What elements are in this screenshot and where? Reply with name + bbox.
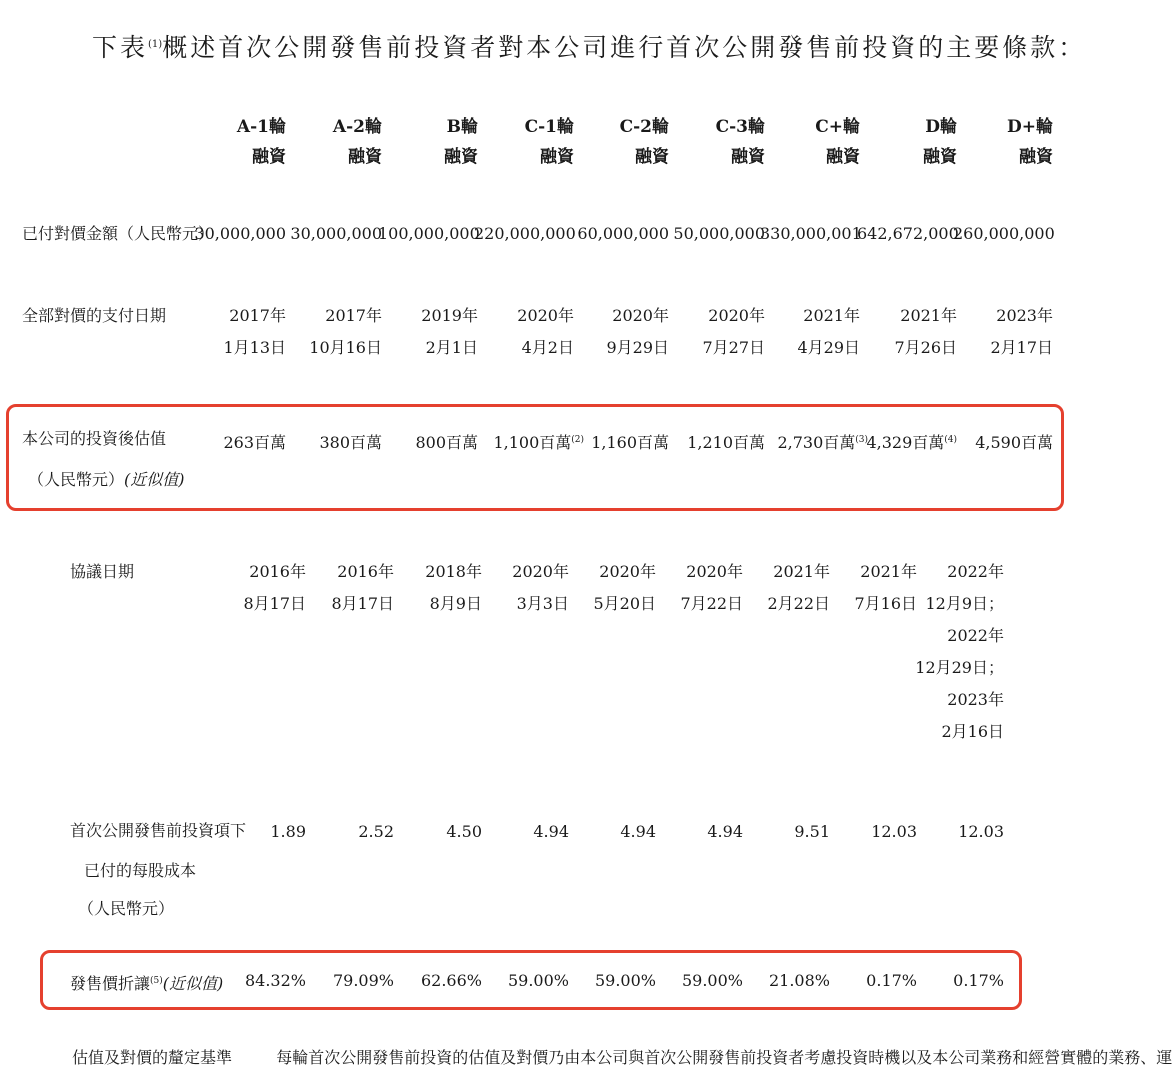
- discount-value: 0.17%: [866, 971, 917, 990]
- valuation-amount: 800百萬: [415, 433, 478, 452]
- col-header-line2: 融資: [635, 147, 669, 167]
- payment-day: 4月2日: [521, 338, 574, 357]
- agreement-day: 2月22日: [767, 594, 830, 613]
- payment-day: 9月29日: [606, 338, 669, 357]
- payment-day: 7月26日: [894, 338, 957, 357]
- valuation-value: [378, 430, 478, 453]
- row-label-agreement-date: 協議日期: [70, 562, 135, 581]
- row-label-cost-line3: （人民幣元）: [78, 899, 175, 918]
- row-label-payment-date: 全部對價的支付日期: [22, 306, 167, 325]
- col-header-dplus: [963, 112, 1053, 172]
- agreement-date-cell: [570, 556, 656, 620]
- agreement-year: 2016年: [337, 562, 394, 581]
- row-label-valuation-line2: [28, 461, 185, 499]
- valuation-amount: 2,730百萬: [777, 433, 856, 452]
- col-header-line1: C+輪: [815, 117, 860, 137]
- cost-value: 12.03: [871, 822, 917, 841]
- col-header-line2: 融資: [252, 147, 286, 167]
- valuation-value: [665, 430, 765, 453]
- agreement-day: 7月16日: [854, 594, 917, 613]
- col-header-line1: B輪: [446, 117, 478, 137]
- agreement-line: 2022年: [947, 562, 1004, 581]
- agreement-line: 12月9日；: [925, 594, 1004, 613]
- amount-value: 100,000,000: [378, 224, 480, 243]
- payment-year: 2019年: [421, 306, 478, 325]
- agreement-year: 2021年: [773, 562, 830, 581]
- amount-value: 60,000,000: [577, 224, 669, 243]
- discount-value: 0.17%: [953, 971, 1004, 990]
- col-header-a2: [292, 112, 382, 172]
- col-header-line1: C-1輪: [524, 117, 574, 137]
- amount-value: 642,672,000: [857, 224, 959, 243]
- agreement-day: 8月9日: [429, 594, 482, 613]
- intro-rest: 概述首次公開發售前投資者對本公司進行首次公開發售前投資的主要條款：: [162, 33, 1087, 62]
- col-header-cplus: [770, 112, 860, 172]
- payment-date-cell: [388, 300, 478, 364]
- row-label-amount: 已付對價金額（人民幣元）: [22, 224, 215, 243]
- agreement-line: 2022年: [947, 626, 1004, 645]
- col-header-line2: 融資: [444, 147, 478, 167]
- agreement-date-cell: [831, 556, 917, 620]
- col-header-line2: 融資: [540, 147, 574, 167]
- valuation-amount: 1,210百萬: [687, 433, 765, 452]
- payment-year: 2017年: [229, 306, 286, 325]
- valuation-note: (2): [571, 435, 584, 445]
- col-header-line1: A-2輪: [332, 117, 382, 137]
- col-header-c2: [579, 112, 669, 172]
- valuation-value: [857, 430, 957, 453]
- agreement-date-cell: [220, 556, 306, 620]
- valuation-amount: 380百萬: [319, 433, 382, 452]
- valuation-amount: 4,590百萬: [975, 433, 1053, 452]
- col-header-line1: C-3輪: [715, 117, 765, 137]
- valuation-unit: （人民幣元）: [28, 470, 125, 489]
- col-header-b: [388, 112, 478, 172]
- agreement-day: 7月22日: [680, 594, 743, 613]
- payment-day: 2月17日: [990, 338, 1053, 357]
- discount-label: 發售價折讓: [70, 974, 151, 993]
- amount-value: 30,000,000: [290, 224, 382, 243]
- col-header-a1: [196, 112, 286, 172]
- cost-value: 4.50: [446, 822, 482, 841]
- valuation-value: [760, 430, 868, 453]
- col-header-line1: A-1輪: [236, 117, 286, 137]
- row-label-discount: [70, 962, 223, 1003]
- agreement-date-cell: [396, 556, 482, 620]
- cost-value: 9.51: [794, 822, 830, 841]
- valuation-value: [186, 430, 286, 453]
- agreement-date-cell-multi: [914, 556, 1004, 748]
- payment-date-cell: [196, 300, 286, 364]
- payment-year: 2020年: [517, 306, 574, 325]
- agreement-day: 8月17日: [331, 594, 394, 613]
- cost-value: 2.52: [358, 822, 394, 841]
- cost-value: 4.94: [620, 822, 656, 841]
- col-header-line1: C-2輪: [619, 117, 669, 137]
- agreement-date-cell: [744, 556, 830, 620]
- agreement-line: 2023年: [947, 690, 1004, 709]
- payment-date-cell: [579, 300, 669, 364]
- agreement-day: 3月3日: [516, 594, 569, 613]
- valuation-amount: 4,329百萬: [866, 433, 945, 452]
- row-basis: [72, 1045, 1172, 1068]
- amount-value: 30,000,000: [194, 224, 286, 243]
- row-label-cost-line1: 首次公開發售前投資項下: [70, 821, 247, 840]
- payment-year: 2020年: [708, 306, 765, 325]
- valuation-amount: 1,160百萬: [591, 433, 669, 452]
- discount-value: 84.32%: [244, 971, 306, 990]
- valuation-value: [282, 430, 382, 453]
- discount-approx: (近似值): [162, 974, 224, 993]
- agreement-year: 2016年: [249, 562, 306, 581]
- row-label-valuation-line1: 本公司的投資後估值: [22, 429, 167, 448]
- agreement-day: 8月17日: [243, 594, 306, 613]
- payment-date-cell: [770, 300, 860, 364]
- col-header-d: [867, 112, 957, 172]
- agreement-date-cell: [308, 556, 394, 620]
- valuation-amount: 263百萬: [223, 433, 286, 452]
- valuation-note: (4): [944, 435, 957, 445]
- payment-year: 2020年: [612, 306, 669, 325]
- intro-text: [92, 28, 1086, 64]
- discount-value: 59.00%: [507, 971, 569, 990]
- agreement-date-cell: [483, 556, 569, 620]
- valuation-amount: 1,100百萬: [493, 433, 572, 452]
- payment-date-cell: [963, 300, 1053, 364]
- col-header-c3: [675, 112, 765, 172]
- payment-year: 2021年: [803, 306, 860, 325]
- discount-value: 79.09%: [332, 971, 394, 990]
- cost-value: 4.94: [533, 822, 569, 841]
- amount-value: 50,000,000: [673, 224, 765, 243]
- intro-lead: 下表: [92, 33, 149, 62]
- col-header-line2: 融資: [1019, 147, 1053, 167]
- valuation-note: (3): [855, 435, 868, 445]
- payment-year: 2017年: [325, 306, 382, 325]
- discount-footnote: (5): [150, 976, 163, 986]
- amount-value: 220,000,000: [474, 224, 576, 243]
- row-label-basis: 估值及對價的釐定基準: [72, 1048, 233, 1067]
- payment-date-cell: [867, 300, 957, 364]
- payment-day: 10月16日: [309, 338, 382, 357]
- valuation-value: [953, 430, 1053, 453]
- col-header-line2: 融資: [348, 147, 382, 167]
- intro-footnote: (1): [148, 39, 163, 50]
- payment-day: 1月13日: [223, 338, 286, 357]
- col-header-line1: D輪: [925, 117, 957, 137]
- payment-day: 4月29日: [797, 338, 860, 357]
- payment-date-cell: [675, 300, 765, 364]
- agreement-year: 2018年: [425, 562, 482, 581]
- payment-date-cell: [292, 300, 382, 364]
- discount-value: 62.66%: [420, 971, 482, 990]
- payment-day: 7月27日: [702, 338, 765, 357]
- col-header-line2: 融資: [923, 147, 957, 167]
- col-header-c1: [484, 112, 574, 172]
- cost-value: 4.94: [707, 822, 743, 841]
- basis-text: 每輪首次公開發售前投資的估值及對價乃由本公司與首次公開發售前投資者考慮投資時機以及本公司業務和經營實體的業務、運: [276, 1048, 1172, 1067]
- agreement-year: 2020年: [512, 562, 569, 581]
- agreement-line: 2月16日: [941, 722, 1004, 741]
- agreement-year: 2020年: [686, 562, 743, 581]
- payment-date-cell: [484, 300, 574, 364]
- cost-value: 1.89: [270, 822, 306, 841]
- amount-value: 330,000,001: [760, 224, 862, 243]
- amount-value: 260,000,000: [953, 224, 1055, 243]
- valuation-approx: (近似值): [124, 470, 185, 489]
- col-header-line2: 融資: [731, 147, 765, 167]
- agreement-year: 2020年: [599, 562, 656, 581]
- col-header-line1: D+輪: [1007, 117, 1053, 137]
- agreement-year: 2021年: [860, 562, 917, 581]
- payment-year: 2021年: [900, 306, 957, 325]
- agreement-day: 5月20日: [593, 594, 656, 613]
- payment-year: 2023年: [996, 306, 1053, 325]
- valuation-value: [569, 430, 669, 453]
- valuation-value: [474, 430, 584, 453]
- payment-day: 2月1日: [425, 338, 478, 357]
- discount-value: 59.00%: [681, 971, 743, 990]
- agreement-date-cell: [657, 556, 743, 620]
- agreement-line: 12月29日；: [915, 658, 1004, 677]
- row-label-cost-line2: 已付的每股成本: [84, 861, 197, 880]
- cost-value: 12.03: [958, 822, 1004, 841]
- discount-value: 59.00%: [594, 971, 656, 990]
- discount-value: 21.08%: [768, 971, 830, 990]
- col-header-line2: 融資: [826, 147, 860, 167]
